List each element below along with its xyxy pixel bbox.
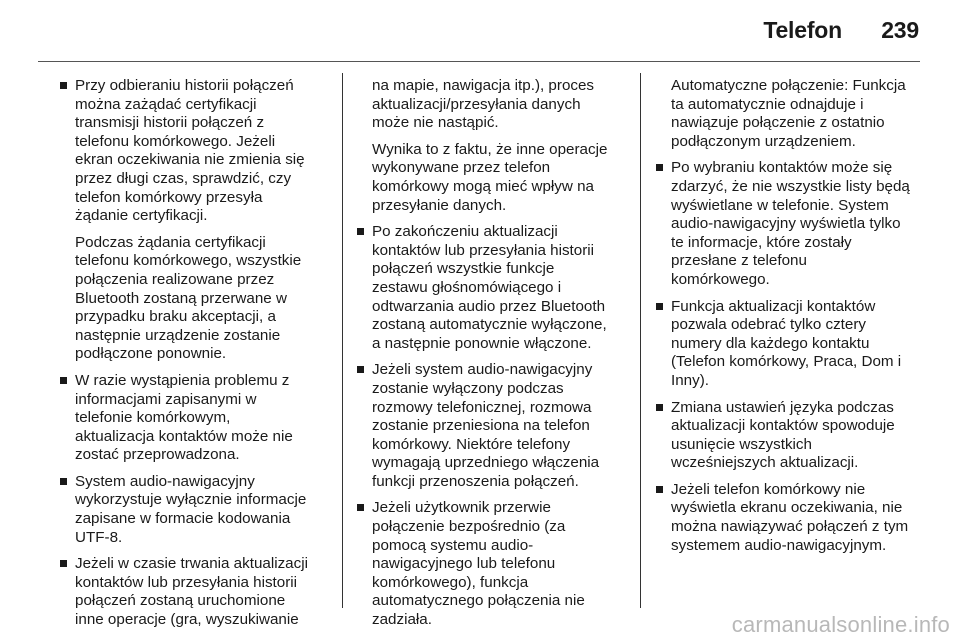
text-line: zdarzyć, że nie wszystkie listy będą <box>671 177 910 195</box>
bullet-item <box>654 481 924 555</box>
text-line: automatycznego połączenia nie <box>372 592 585 610</box>
text-line: komórkowego), funkcja <box>372 573 529 591</box>
text-line: Zmiana ustawień języka podczas <box>671 398 894 416</box>
bullet-item <box>654 159 924 289</box>
text-line: Po zakończeniu aktualizacji <box>372 223 558 241</box>
text-line: Podczas żądania certyfikacji <box>75 233 266 251</box>
text-line: żądanie certyfikacji. <box>75 207 208 225</box>
text-line: informacjami zapisanymi w <box>75 390 257 408</box>
text-line: zestawu głośnomówiącego i <box>372 278 562 296</box>
text-line: wyświetla ekranu oczekiwania, nie <box>671 499 903 517</box>
header-rule <box>38 61 920 62</box>
text-line: numery dla każdego kontaktu <box>671 334 870 352</box>
text-line: przesłane z telefonu <box>671 252 807 270</box>
bullet-item <box>58 372 330 465</box>
text-line: telefonu komórkowego. Jeżeli <box>75 132 276 150</box>
text-line: inne operacje (gra, wyszukiwanie <box>75 611 299 629</box>
text-line: na mapie, nawigacja itp.), proces <box>372 77 595 94</box>
text-line: zostać przeprowadzona. <box>75 446 240 464</box>
text-line: Jeżeli w czasie trwania aktualizacji <box>75 555 308 573</box>
text-line: UTF-8. <box>75 528 123 546</box>
bullet-item <box>58 77 330 226</box>
page-title: Telefon <box>763 17 842 43</box>
bullet-item <box>58 555 330 629</box>
square-bullet-icon <box>656 303 663 310</box>
page-number: 239 <box>881 17 919 43</box>
square-bullet-icon <box>357 228 364 235</box>
text-line: Wynika to z faktu, że inne operacje <box>372 140 608 158</box>
square-bullet-icon <box>60 377 67 384</box>
text-line: zostaną automatycznie wyłączone, <box>372 316 607 334</box>
text-line: przez długi czas, sprawdzić, czy <box>75 169 292 187</box>
text-line: aktualizacji kontaktów spowoduje <box>671 417 895 435</box>
text-line: kontaktów lub przesyłania historii <box>75 573 298 591</box>
text-line: Jeżeli system audio-nawigacyjny <box>372 361 593 379</box>
text-line: telefon komórkowy przesyła <box>75 188 263 206</box>
paragraph <box>355 77 627 133</box>
text-line: ta automatycznie odnajduje i <box>671 95 864 113</box>
bullet-item <box>355 499 627 629</box>
text-line: Przy odbieraniu historii połączeń <box>75 77 294 94</box>
square-bullet-icon <box>60 478 67 485</box>
text-line: odtwarzania audio przez Bluetooth <box>372 297 606 315</box>
text-line: połączeń wszystkie funkcje <box>372 260 555 278</box>
text-line: Funkcja aktualizacji kontaktów <box>671 297 876 315</box>
square-bullet-icon <box>357 504 364 511</box>
text-line: pomocą systemu audio- <box>372 536 534 554</box>
text-line: aktualizacja kontaktów może nie <box>75 427 293 445</box>
page-header <box>0 0 960 62</box>
text-line: pozwala odebrać tylko cztery <box>671 316 866 334</box>
text-line: telefonie komórkowym, <box>75 409 231 427</box>
text-column-2 <box>355 77 627 638</box>
text-line: nawigacyjnego lub telefonu <box>372 555 556 573</box>
text-column-3 <box>654 77 924 563</box>
text-line: wcześniejszych aktualizacji. <box>671 454 859 472</box>
text-line: kontaktów lub przesyłania historii <box>372 241 595 259</box>
text-line: aktualizacji/przesyłania danych <box>372 95 581 113</box>
bullet-item <box>58 473 330 547</box>
text-line: zostanie wyłączony podczas <box>372 379 564 397</box>
text-line: zapisane w formacie kodowania <box>75 510 291 528</box>
square-bullet-icon <box>656 404 663 411</box>
text-line: te informacje, które zostały <box>671 233 852 251</box>
text-line: przypadku braku akceptacji, a <box>75 308 276 326</box>
text-line: a następnie ponownie włączone. <box>372 334 592 352</box>
text-line: telefonu komórkowego, wszystkie <box>75 252 302 270</box>
text-line: Inny). <box>671 371 709 389</box>
text-line: można nawiązywać połączeń z tym <box>671 518 909 536</box>
text-line: może nie nastąpić. <box>372 114 499 132</box>
text-line: ekran oczekiwania nie zmienia się <box>75 151 305 169</box>
text-line: podłączone ponownie. <box>75 345 227 363</box>
text-line: usunięcie wszystkich <box>671 435 812 453</box>
watermark-text: carmanualsonline.info <box>731 612 950 637</box>
paragraph <box>355 141 627 215</box>
text-line: audio-nawigacyjny wyświetla tylko <box>671 215 901 233</box>
text-line: funkcji przenoszenia połączeń. <box>372 472 579 490</box>
text-line: System audio-nawigacyjny <box>75 472 255 490</box>
paragraph <box>58 234 330 364</box>
text-line: Jeżeli użytkownik przerwie <box>372 499 551 517</box>
bullet-item <box>355 361 627 491</box>
text-line: W razie wystąpienia problemu z <box>75 371 290 389</box>
text-line: Bluetooth zostaną przerwane w <box>75 289 287 307</box>
text-line: systemem audio-nawigacyjnym. <box>671 536 887 554</box>
text-line: wyświetlane w telefonie. System <box>671 196 889 214</box>
text-line: Jeżeli telefon komórkowy nie <box>671 480 866 498</box>
text-line: zostanie przeniesiona na telefon <box>372 417 590 435</box>
text-line: Po wybraniu kontaktów może się <box>671 159 893 177</box>
paragraph <box>654 77 924 151</box>
bullet-item <box>654 399 924 473</box>
text-line: komórkowy mogą mieć wpływ na <box>372 177 594 195</box>
square-bullet-icon <box>60 82 67 89</box>
text-line: przesyłanie danych. <box>372 196 507 214</box>
square-bullet-icon <box>656 164 663 171</box>
text-column-1 <box>58 77 330 638</box>
text-line: wymagają uprzedniego włączenia <box>372 454 600 472</box>
text-line: komórkowy. Niektóre telefony <box>372 435 571 453</box>
text-line: transmisji historii połączeń z <box>75 114 265 132</box>
bullet-item <box>654 298 924 391</box>
column-divider-1 <box>342 73 343 608</box>
text-line: połączeń zostaną uruchomione <box>75 592 286 610</box>
column-divider-2 <box>640 73 641 608</box>
text-line: (Telefon komórkowy, Praca, Dom i <box>671 353 902 371</box>
text-line: podłączonym urządzeniem. <box>671 132 856 150</box>
text-line: wykorzystuje wyłącznie informacje <box>75 491 307 509</box>
text-line: można zażądać certyfikacji <box>75 95 257 113</box>
square-bullet-icon <box>656 486 663 493</box>
text-line: zadziała. <box>372 611 432 629</box>
text-line: komórkowego. <box>671 270 770 288</box>
square-bullet-icon <box>357 366 364 373</box>
text-line: wykonywane przez telefon <box>372 159 551 177</box>
text-line: następnie urządzenie zostanie <box>75 326 281 344</box>
text-line: połączenie bezpośrednio (za <box>372 518 566 536</box>
text-line: Automatyczne połączenie: Funkcja <box>671 77 906 94</box>
square-bullet-icon <box>60 560 67 567</box>
bullet-item <box>355 223 627 353</box>
text-line: nawiązuje połączenie z ostatnio <box>671 114 885 132</box>
text-line: rozmowy telefonicznej, rozmowa <box>372 398 592 416</box>
text-line: połączenia realizowane przez <box>75 270 275 288</box>
